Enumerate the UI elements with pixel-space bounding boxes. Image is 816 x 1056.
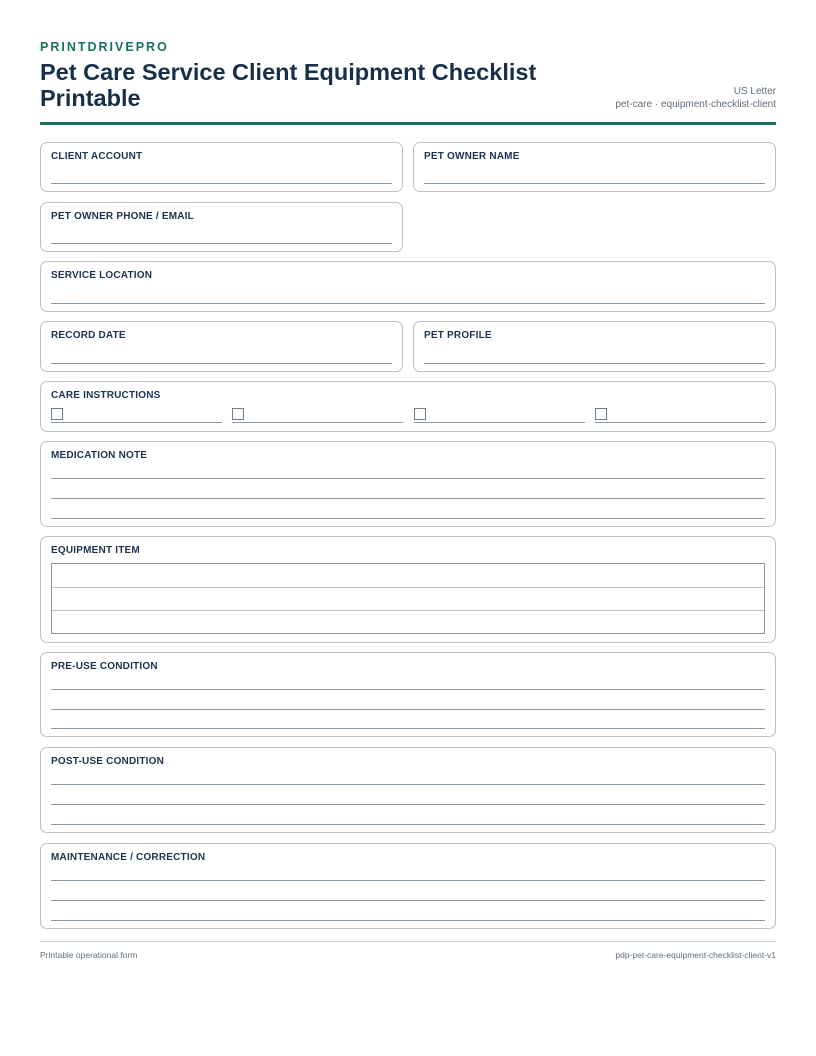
page-title: Pet Care Service Client Equipment Checklist Printable <box>40 59 537 111</box>
form-meta <box>615 85 776 111</box>
medication-note-label: MEDICATION NOTE <box>51 450 148 461</box>
write-line[interactable] <box>51 478 765 479</box>
table-row-divider <box>52 587 764 588</box>
write-line[interactable] <box>51 303 765 304</box>
equipment-item-label: EQUIPMENT ITEM <box>51 545 140 556</box>
write-line[interactable] <box>51 709 765 710</box>
table-row-divider <box>52 610 764 611</box>
maintenance-correction-field[interactable] <box>40 843 776 929</box>
write-line[interactable] <box>51 183 392 184</box>
checklist-item[interactable] <box>595 408 766 423</box>
write-line[interactable] <box>424 183 765 184</box>
care-instructions-label: CARE INSTRUCTIONS <box>51 390 161 401</box>
write-line[interactable] <box>51 900 765 901</box>
write-line[interactable] <box>51 518 765 519</box>
write-line[interactable] <box>51 728 765 729</box>
pet-owner-contact-field[interactable] <box>40 202 403 252</box>
write-line[interactable] <box>51 784 765 785</box>
checkbox[interactable] <box>232 408 244 420</box>
service-location-field[interactable] <box>40 261 776 312</box>
medication-note-field[interactable] <box>40 441 776 527</box>
checklist-item[interactable] <box>232 408 403 423</box>
checkbox[interactable] <box>595 408 607 420</box>
brand-name: PRINTDRIVEPRO <box>40 40 169 54</box>
write-line[interactable] <box>51 689 765 690</box>
write-line[interactable] <box>51 824 765 825</box>
client-account-field[interactable] <box>40 142 403 192</box>
form-path: pet-care · equipment-checklist-client <box>615 99 776 110</box>
write-line[interactable] <box>51 363 392 364</box>
service-location-label: SERVICE LOCATION <box>51 270 153 281</box>
pet-owner-contact-label: PET OWNER PHONE / EMAIL <box>51 211 194 222</box>
checklist-item[interactable] <box>414 408 585 423</box>
footer-rule <box>40 941 776 942</box>
header-rule <box>40 122 776 125</box>
write-line[interactable] <box>51 880 765 881</box>
post-use-condition-field[interactable] <box>40 747 776 833</box>
write-line[interactable] <box>424 363 765 364</box>
write-line[interactable] <box>51 243 392 244</box>
write-line[interactable] <box>51 804 765 805</box>
checklist-item[interactable] <box>51 408 222 423</box>
equipment-table[interactable] <box>51 563 765 634</box>
maintenance-correction-label: MAINTENANCE / CORRECTION <box>51 852 206 863</box>
equipment-item-field[interactable] <box>40 536 776 643</box>
write-line[interactable] <box>51 920 765 921</box>
pre-use-condition-field[interactable] <box>40 652 776 737</box>
pet-owner-name-field[interactable] <box>413 142 776 192</box>
post-use-condition-label: POST-USE CONDITION <box>51 756 165 767</box>
record-date-field[interactable] <box>40 321 403 372</box>
pet-profile-label: PET PROFILE <box>424 330 492 341</box>
write-line[interactable] <box>51 498 765 499</box>
client-account-label: CLIENT ACCOUNT <box>51 151 143 162</box>
care-instructions-field[interactable] <box>40 381 776 432</box>
record-date-label: RECORD DATE <box>51 330 126 341</box>
pet-profile-field[interactable] <box>413 321 776 372</box>
footer-note: Printable operational form <box>40 950 138 960</box>
pet-owner-name-label: PET OWNER NAME <box>424 151 520 162</box>
form-id: pdp-pet-care-equipment-checklist-client-v1 <box>615 950 776 960</box>
checkbox[interactable] <box>51 408 63 420</box>
checkbox[interactable] <box>414 408 426 420</box>
paper-size: US Letter <box>733 86 776 97</box>
pre-use-condition-label: PRE-USE CONDITION <box>51 661 158 672</box>
